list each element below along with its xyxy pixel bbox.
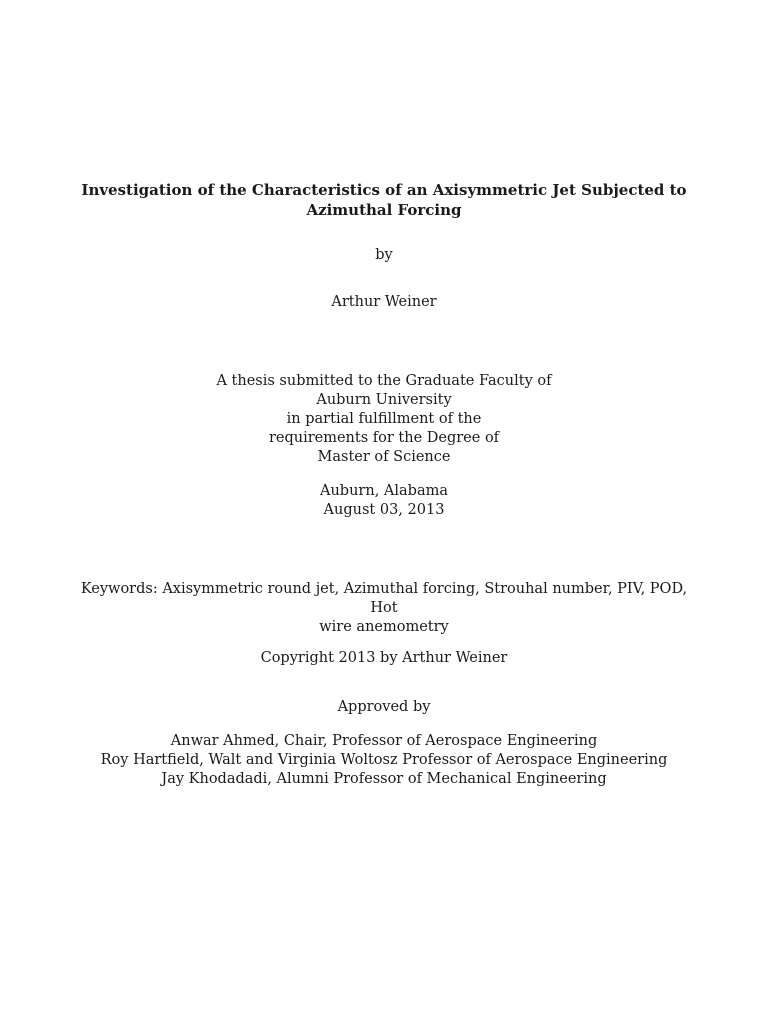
location: Auburn, Alabama xyxy=(320,483,448,499)
submission-line-5: Master of Science xyxy=(317,449,451,465)
keywords-line-2: wire anemometry xyxy=(319,619,449,635)
submission-date: August 03, 2013 xyxy=(323,502,445,518)
submission-line-3: in partial fulfillment of the xyxy=(286,411,482,427)
thesis-title-line-2: Azimuthal Forcing xyxy=(306,201,462,219)
committee-member: Anwar Ahmed, Chair, Professor of Aerospace Engineering xyxy=(170,733,598,749)
copyright-notice: Copyright 2013 by Arthur Weiner xyxy=(260,650,508,666)
by-label: by xyxy=(375,247,393,263)
thesis-title-line-1: Investigation of the Characteristics of an Axisymmetric Jet Subjected to xyxy=(81,181,687,199)
submission-line-4: requirements for the Degree of xyxy=(268,430,500,446)
submission-line-2: Auburn University xyxy=(316,392,452,408)
place-and-date xyxy=(60,482,708,520)
submission-statement xyxy=(60,372,708,467)
approved-by-label: Approved by xyxy=(337,699,431,715)
committee-member: Jay Khodadadi, Alumni Professor of Mechanical Engineering xyxy=(161,771,607,787)
committee-list xyxy=(40,732,728,789)
author-name: Arthur Weiner xyxy=(331,294,437,310)
keywords xyxy=(80,580,688,637)
keywords-line-1: Keywords: Axisymmetric round jet, Azimuthal forcing, Strouhal number, PIV, POD, Hot xyxy=(80,581,688,616)
committee-member: Roy Hartfield, Walt and Virginia Woltosz Professor of Aerospace Engineering xyxy=(100,752,668,768)
submission-line-1: A thesis submitted to the Graduate Faculty of xyxy=(216,373,552,389)
thesis-title xyxy=(60,180,708,220)
